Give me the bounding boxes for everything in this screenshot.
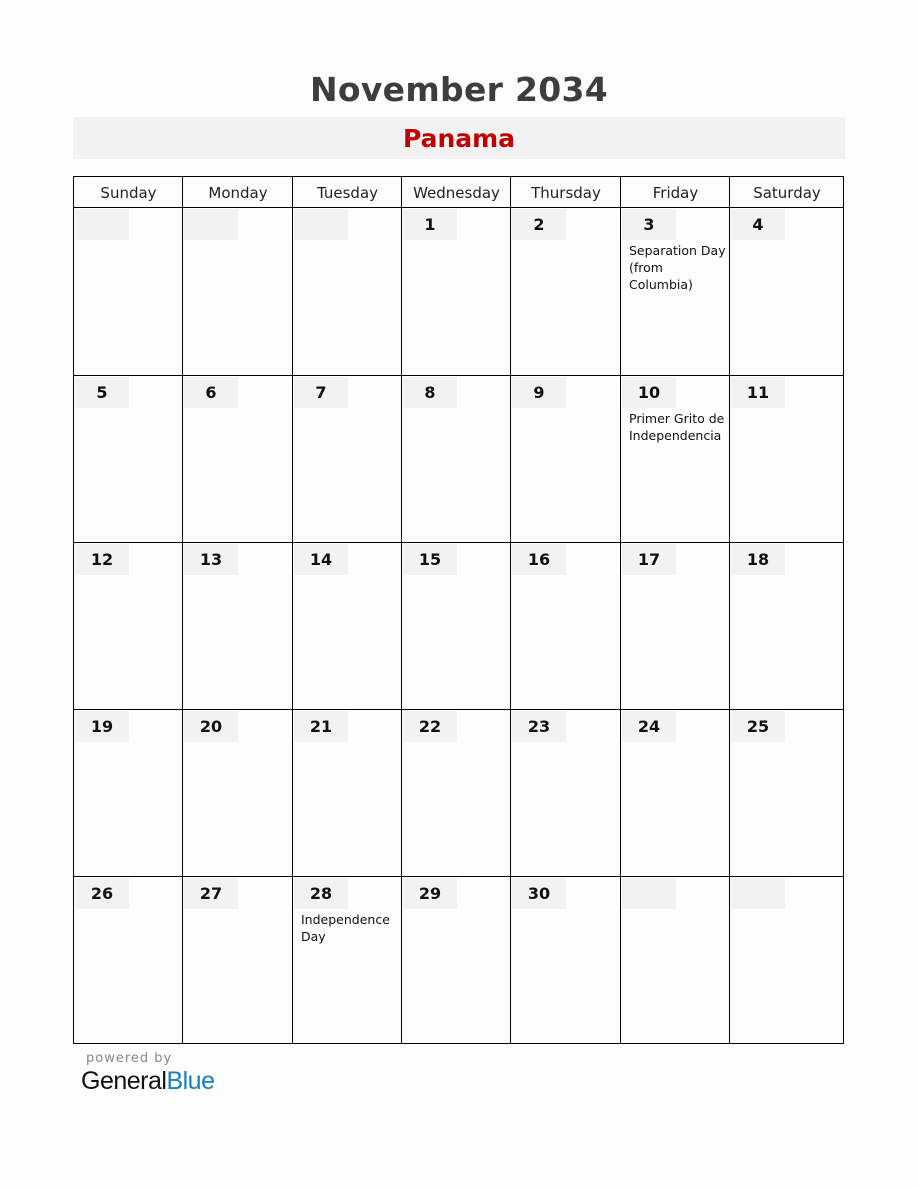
day-cell[interactable] [74,376,183,543]
brand-blue: Blue [166,1067,215,1095]
day-cell[interactable] [621,710,730,877]
weekday-header: Tuesday [293,177,402,208]
day-number: 12 [75,544,129,575]
day-number: 25 [731,711,785,742]
day-number: 11 [731,377,785,408]
powered-by-label: powered by [86,1051,173,1066]
day-cell[interactable] [74,877,183,1044]
day-number: 16 [512,544,566,575]
weekday-header: Sunday [74,177,183,208]
weekday-header: Thursday [511,177,621,208]
day-cell[interactable] [183,710,293,877]
holiday-label: Primer Grito de Independencia [629,411,725,443]
day-number: 29 [403,878,457,909]
calendar-grid [73,176,844,1044]
day-number: 4 [731,209,785,240]
day-number: 26 [75,878,129,909]
day-cell[interactable] [183,877,293,1044]
holiday-label: Independence Day [301,912,390,944]
day-cell[interactable] [730,376,844,543]
day-number: 15 [403,544,457,575]
day-number: 28 [294,878,348,909]
day-number: 13 [184,544,238,575]
page-title: November 2034 [309,70,609,109]
day-cell[interactable] [511,543,621,710]
day-cell[interactable] [511,710,621,877]
day-cell[interactable] [183,543,293,710]
day-number: 9 [512,377,566,408]
weekday-header: Monday [183,177,293,208]
day-cell[interactable] [730,877,844,1044]
day-number: 1 [403,209,457,240]
day-cell[interactable] [621,376,730,543]
day-number: 5 [75,377,129,408]
day-cell[interactable] [730,710,844,877]
day-number: 18 [731,544,785,575]
day-cell[interactable] [511,208,621,376]
day-cell[interactable] [293,877,402,1044]
day-cell[interactable] [402,710,511,877]
day-cell[interactable] [293,208,402,376]
day-number [294,209,348,240]
day-number [184,209,238,240]
day-cell[interactable] [621,543,730,710]
day-number: 19 [75,711,129,742]
day-cell[interactable] [402,376,511,543]
day-cell[interactable] [730,543,844,710]
day-number: 24 [622,711,676,742]
holiday-label: Separation Day (from Columbia) [629,243,726,292]
day-number: 27 [184,878,238,909]
day-cell[interactable] [293,710,402,877]
day-number: 22 [403,711,457,742]
day-cell[interactable] [511,877,621,1044]
day-number [75,209,129,240]
day-cell[interactable] [293,376,402,543]
weekday-header: Wednesday [402,177,511,208]
day-number: 8 [403,377,457,408]
day-number: 30 [512,878,566,909]
day-number [622,878,676,909]
day-cell[interactable] [74,208,183,376]
day-cell[interactable] [74,710,183,877]
day-cell[interactable] [511,376,621,543]
weekday-header: Friday [621,177,730,208]
day-number: 3 [622,209,676,240]
day-number: 17 [622,544,676,575]
day-number: 23 [512,711,566,742]
country-banner [73,117,845,159]
day-cell[interactable] [621,208,730,376]
day-number: 2 [512,209,566,240]
weekday-header: Saturday [730,177,844,208]
day-number [731,878,785,909]
day-cell[interactable] [183,208,293,376]
day-cell[interactable] [402,208,511,376]
day-number: 6 [184,377,238,408]
day-cell[interactable] [402,543,511,710]
day-number: 20 [184,711,238,742]
country-name: Panama [402,124,516,153]
day-number: 7 [294,377,348,408]
day-cell[interactable] [730,208,844,376]
day-cell[interactable] [74,543,183,710]
day-number: 10 [622,377,676,408]
day-cell[interactable] [621,877,730,1044]
day-cell[interactable] [402,877,511,1044]
day-number: 14 [294,544,348,575]
generalblue-logo[interactable] [81,1067,215,1096]
day-cell[interactable] [183,376,293,543]
brand-general: General [81,1067,167,1095]
day-number: 21 [294,711,348,742]
day-cell[interactable] [293,543,402,710]
